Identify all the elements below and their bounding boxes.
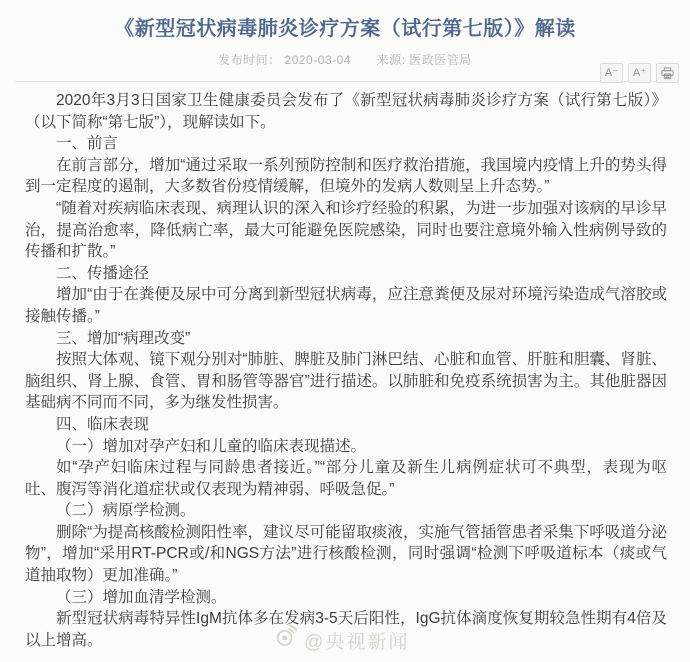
article-paragraph: “随着对疾病临床表现、病理认识的深入和诊疗经验的积累，为进一步加强对该病的早诊早治，提高治愈率，降低病亡率，最大可能避免医院感染，同时也要注意境外输入性病例导致的传播和扩散。”: [25, 199, 667, 261]
article-paragraph: 增加“由于在粪便及尿中可分离到新型冠状病毒，应注意粪便及尿对环境污染造成气溶胶或接触传播。”: [25, 286, 667, 325]
article-paragraph: 如“孕产妇临床过程与同龄患者接近。”“部分儿童及新生儿病例症状可不典型，表现为呕吐、腹泻等消化道症状或仅表现为精神弱、呼吸急促。”: [25, 459, 667, 498]
article-paragraph: 二、传播途径: [56, 264, 150, 282]
font-increase-button[interactable]: A⁺: [628, 63, 651, 83]
article-paragraph: 按照大体观、镜下观分别对“肺脏、脾脏及肺门淋巴结、心脏和血管、肝脏和胆囊、肾脏、脑组织、肾上腺、食管、胃和肠管等器官”进行描述。以肺脏和免疫系统损害为主。其他脏器因基础病不同而不同，多为继发性损害。: [25, 351, 667, 412]
article-paragraph: 在前言部分，增加“通过采取一系列预防控制和医疗救治措施，我国境内疫情上升的势头得到一定程度的遏制，大多数省份疫情缓解，但境外的发病人数则呈上升态势。”: [25, 156, 667, 196]
meta-row: [0, 51, 690, 68]
article-paragraph: 四、临床表现: [56, 415, 150, 433]
printer-icon: [661, 67, 674, 80]
article-paragraph: 删除“为提高核酸检测阳性率，建议尽可能留取痰液，实施气管插管患者采集下呼吸道分泌物”，增加“采用RT-PCR或/和NGS方法”进行核酸检测，同时强调“检测下呼吸道标本（痰或气道抽取物）更加准确。”: [25, 523, 667, 585]
article-paragraph: 新型冠状病毒特异性IgM抗体多在发病3-5天后阳性，IgG抗体滴度恢复期较急性期有4倍及以上增高。: [25, 610, 667, 649]
page-title: 《新型冠状病毒肺炎诊疗方案（试行第七版）》解读: [114, 18, 576, 40]
watermark-text: @央视新闻: [304, 631, 410, 653]
article-paragraph: （一）增加对孕产妇和儿童的临床表现描述。: [56, 437, 367, 455]
font-decrease-button[interactable]: A⁻: [600, 63, 623, 83]
article-paragraph: （二）病原学检测。: [56, 502, 196, 520]
publish-time-label: 发布时间：: [218, 53, 281, 67]
article-paragraph: 2020年3月3日国家卫生健康委员会发布了《新型冠状病毒肺炎诊疗方案（试行第七版）》（以下简称“第七版”），现解读如下。: [25, 92, 667, 131]
article-paragraph: 三、增加“病理改变”: [56, 329, 191, 347]
article-paragraph: 一、前言: [56, 135, 119, 153]
print-button[interactable]: [656, 63, 679, 83]
article-body: [0, 82, 690, 651]
toolbar: [600, 63, 679, 83]
article-paragraph: （三）增加血清学检测。: [56, 588, 227, 606]
source-label: 来源:: [376, 53, 406, 67]
publish-time-value: 2020-03-04: [284, 53, 351, 67]
source-value: 医政医管局: [409, 53, 472, 67]
article-page: [0, 16, 690, 651]
